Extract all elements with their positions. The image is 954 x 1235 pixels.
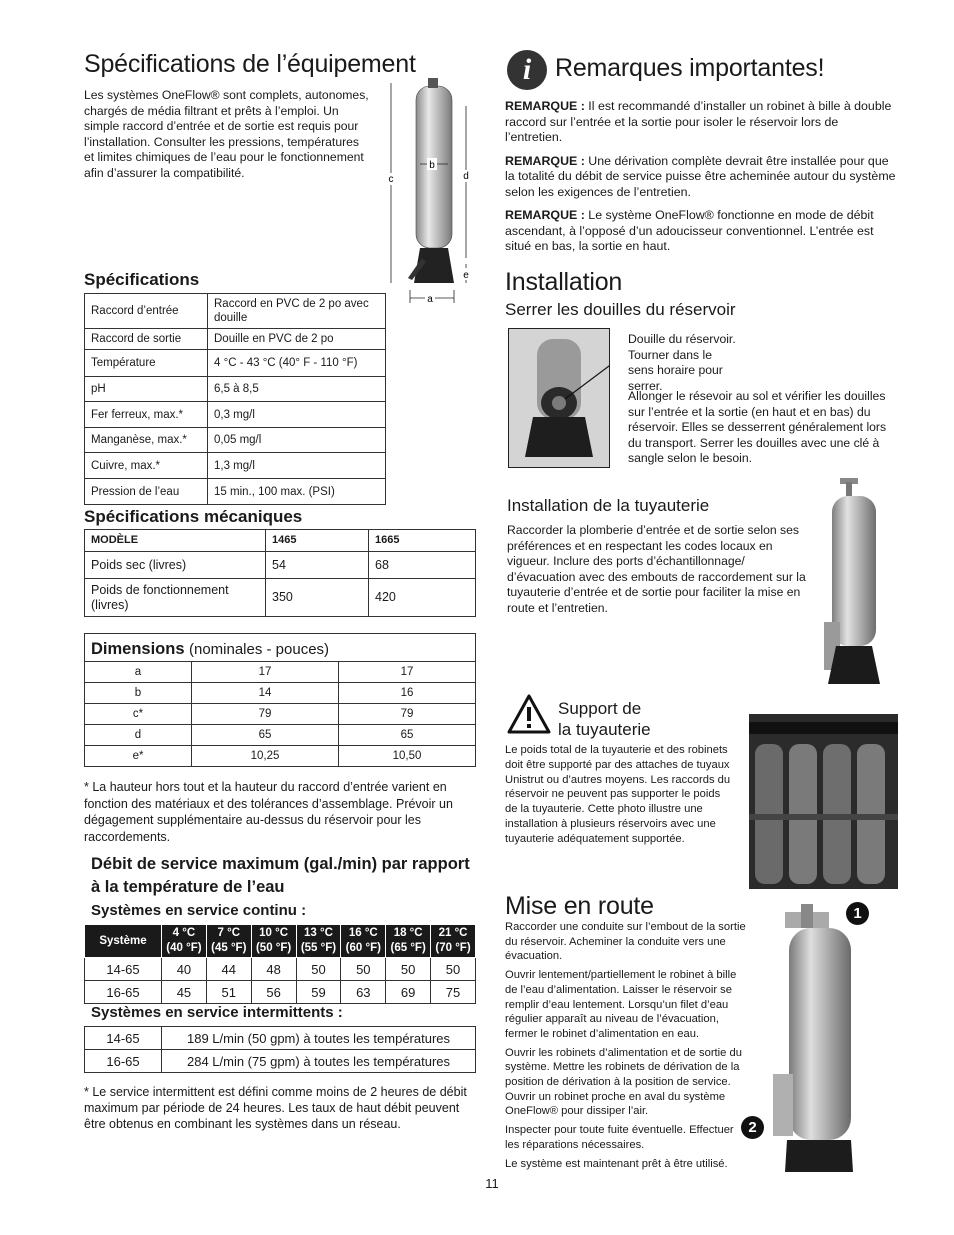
piping-text: Raccorder la plomberie d’entrée et de sortie selon ses préférences et en respectant les codes locaux en vigueur. Inclure des ports d’échantillonnage/ d’évacuation avec des embouts de raccordement sur la tuyauterie d’entrée et de sortie pour faciliter la mise en route et l’entretien.	[507, 523, 806, 615]
tighten-heading: Serrer les douilles du réservoir	[505, 300, 736, 319]
table-row: Température 4 °C - 43 °C (40° F - 110 °F)	[85, 350, 386, 377]
warning-icon	[507, 694, 551, 734]
remark-1: REMARQUE : Il est recommandé d’installer un robinet à bille à double raccord sur l’entrée et la sortie pour isoler le réservoir lors de l’entretien.	[505, 99, 892, 144]
support-text: Le poids total de la tuyauterie et des robinets doit être supporté par des attaches de tuyaux Unistrut ou d’autres moyens. Les raccords du réservoir ne peuvent pas supporter le poids de la tuyauterie. Cette photo illustre une installation à plusieurs réservoirs avec une tuyauterie adéquatement supportée.	[505, 744, 731, 845]
intermittent-table	[84, 1026, 476, 1073]
table-row: 14-65 189 L/min (50 gpm) à toutes les températures	[85, 1027, 476, 1050]
dim-title-bar	[84, 633, 476, 661]
table-row: Poids sec (livres) 54 68	[85, 552, 476, 579]
remarks-heading: Remarques importantes!	[555, 54, 825, 82]
tighten-photo	[508, 328, 610, 468]
step-2-badge: 2	[741, 1116, 764, 1139]
specs-table	[84, 293, 386, 505]
dim-label-d: d	[463, 171, 469, 182]
piping-tank-photo	[818, 474, 898, 696]
table-row: 14-65 40 44 48 50 50 50 50	[85, 958, 476, 981]
dim-note: * La hauteur hors tout et la hauteur du raccord d’entrée varient en fonction des matériaux et des tolérances d’assemblage. Prévoir un dégagement supplémentaire au-dessus du réservoir pour les raccordements.	[84, 780, 453, 844]
intro-text: Les systèmes OneFlow® sont complets, autonomes, chargés de média filtrant et prêts à l’emploi. Un simple raccord d’entrée et de sortie est requis pour l’installation. Consulter les pressions, températures et limites chimiques de l’eau pour le fonctionnement afin d’assurer la compatibilité.	[84, 88, 369, 180]
intermittent-heading: Systèmes en service intermittents :	[91, 1004, 343, 1021]
flow-heading: Débit de service maximum (gal./min) par rapport à la température de l’eau	[91, 855, 470, 896]
mech-heading: Spécifications mécaniques	[84, 507, 303, 526]
table-row: Cuivre, max.* 1,3 mg/l	[85, 453, 386, 479]
info-icon: i	[507, 50, 547, 90]
dim-heading: Dimensions	[91, 640, 185, 658]
startup-paragraph: Ouvrir lentement/partiellement le robinet à bille de l’eau d’alimentation. Laisser le réservoir se remplir d’eau lentement. Lorsqu’un filet d’eau régulier apparaît au niveau de l’évacuation, fermer le robinet d’alimentation en eau.	[505, 969, 737, 1040]
tighten-text: Allonger le résevoir au sol et vérifier les douilles sur l’entrée et la sortie (en haut et en bas) du réservoir. Elles se desserrent généralement lors du transport. Serrer les douilles avec une clé à sangle selon le besoin.	[628, 389, 887, 465]
table-header-row: Système 4 °C (40 °F) 7 °C (45 °F) 10 °C (50 °F) 13 °C (55 °F) 16 °C (60 °F) 18 °C (65 °F) 21 °C (70 °F)	[85, 925, 476, 958]
table-row: 16-65 45 51 56 59 63 69 75	[85, 981, 476, 1004]
startup-paragraph: Le système est maintenant prêt à être utilisé.	[505, 1157, 728, 1170]
startup-paragraph: Raccorder une conduite sur l’embout de la sortie du réservoir. Acheminer la conduite vers une évacuation.	[505, 921, 746, 963]
dim-subheading: (nominales - pouces)	[188, 641, 330, 658]
install-heading: Installation	[505, 268, 623, 296]
page-title: Spécifications de l’équipement	[84, 50, 416, 78]
dim-label-c: c	[388, 174, 394, 185]
tank-dimension-diagram	[382, 78, 482, 308]
intermittent-note: * Le service intermittent est défini comme moins de 2 heures de débit maximum par période de 24 heures. Les taux de haut débit peuvent être obtenus en combinant les systèmes dans un réseau.	[84, 1085, 467, 1131]
dim-label-b: b	[429, 160, 435, 171]
dim-label-e: e	[463, 270, 469, 281]
startup-heading: Mise en route	[505, 892, 654, 920]
table-row: Raccord d’entrée Raccord en PVC de 2 po avec douille	[85, 294, 386, 329]
table-row: c* 79 79	[85, 704, 476, 725]
multi-tank-photo	[749, 714, 898, 889]
support-heading: Support de la tuyauterie	[558, 699, 651, 739]
table-row: Pression de l’eau 15 min., 100 max. (PSI)	[85, 479, 386, 505]
tank-top-fitting	[428, 78, 438, 88]
table-row: e* 10,25 10,50	[85, 746, 476, 767]
startup-paragraph: Ouvrir les robinets d’alimentation et de sortie du système. Mettre les robinets de dérivation de la position de dérivation à la position de service. Ouvrir un robinet proche en aval du système OneFlow® pour dissiper l’air.	[505, 1046, 742, 1118]
table-header-row: MODÈLE 1465 1665	[85, 530, 476, 552]
mech-table	[84, 529, 476, 617]
remark-3: REMARQUE : Le système OneFlow® fonctionne en mode de débit ascendant, à l’opposé d’un adoucisseur conventionnel. L’entrée est situé en bas, la sortie en haut.	[505, 208, 874, 253]
continuous-heading: Systèmes en service continu :	[91, 902, 307, 919]
table-row: b 14 16	[85, 683, 476, 704]
tighten-callout: Douille du réservoir. Tourner dans le sens horaire pour serrer.	[628, 332, 736, 393]
startup-steps	[505, 920, 750, 1171]
table-row: Poids de fonctionnement (livres) 350 420	[85, 579, 476, 617]
startup-paragraph: Inspecter pour toute fuite éventuelle. Effectuer les réparations nécessaires.	[505, 1124, 734, 1151]
flow-table	[84, 924, 476, 1004]
table-row: Manganèse, max.* 0,05 mg/l	[85, 428, 386, 453]
table-row: d 65 65	[85, 725, 476, 746]
step-1-badge: 1	[846, 902, 869, 925]
page-number: 11	[485, 1176, 499, 1191]
table-row: 16-65 284 L/min (75 gpm) à toutes les températures	[85, 1050, 476, 1073]
dim-table	[84, 661, 476, 767]
table-row: Fer ferreux, max.* 0,3 mg/l	[85, 402, 386, 428]
remark-2: REMARQUE : Une dérivation complète devrait être installée pour que la totalité du débit de service puisse être acheminée autour du système selon les exigences de l’entretien.	[505, 153, 896, 199]
dim-label-a: a	[427, 294, 433, 305]
table-row: pH 6,5 à 8,5	[85, 377, 386, 402]
startup-tank-photo	[765, 904, 860, 1176]
table-row: Raccord de sortie Douille en PVC de 2 po	[85, 329, 386, 350]
remarks-list	[505, 99, 897, 255]
specs-heading: Spécifications	[84, 270, 200, 289]
table-row: a 17 17	[85, 662, 476, 683]
piping-heading: Installation de la tuyauterie	[507, 496, 710, 515]
